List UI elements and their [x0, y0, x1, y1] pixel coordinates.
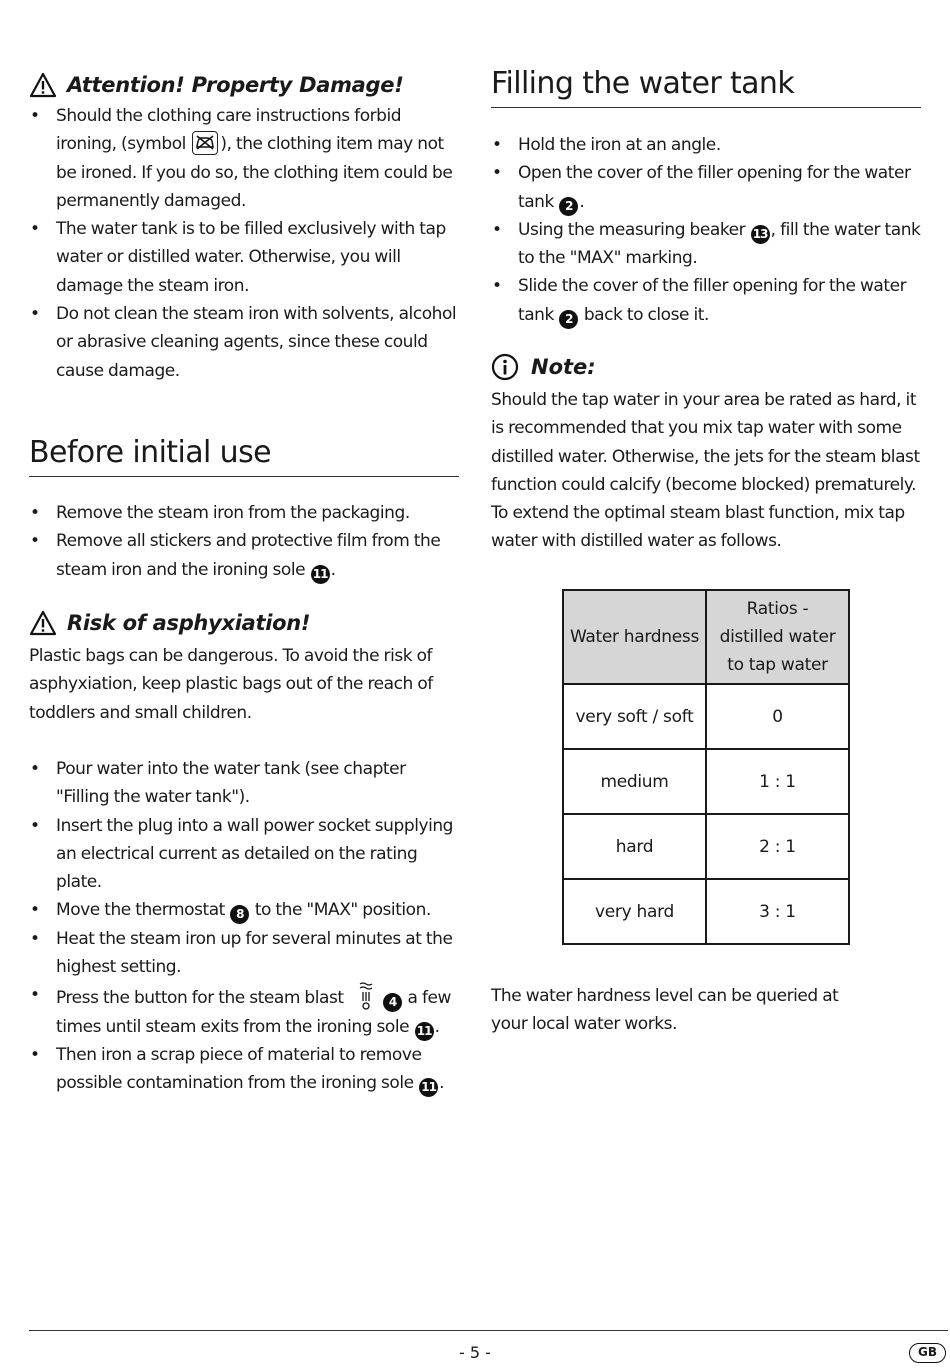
part-number-badge: 13 [751, 225, 770, 244]
list-item: • Hold the iron at an angle. [491, 131, 921, 159]
list-item: • Do not clean the steam iron with solvents, alcohol or abrasive cleaning agents, since these could cause damage. [29, 300, 459, 385]
table-header-ratio: Ratios - distilled water to tap water [706, 590, 849, 684]
list-item: • Slide the cover of the filler opening for the water tank 2 back to close it. [491, 272, 921, 329]
part-number-badge: 4 [383, 993, 402, 1012]
table-row [563, 879, 849, 944]
list-item: • Heat the steam iron up for several minutes at the highest setting. [29, 925, 459, 982]
page-number: - 5 - [459, 1343, 491, 1362]
list-item: • Using the measuring beaker 13 , fill the water tank to the "MAX" marking. [491, 216, 921, 273]
list-item: • Then iron a scrap piece of material to remove possible contamination from the ironing sole 11 . [29, 1041, 459, 1098]
section-heading-before-initial-use: Before initial use [29, 434, 459, 477]
list-item: • Move the thermostat 8 to the "MAX" position. [29, 896, 459, 924]
language-badge: GB [909, 1343, 946, 1363]
risk-text: Plastic bags can be dangerous. To avoid the risk of asphyxiation, keep plastic bags out of the reach of toddlers and small children. [29, 646, 433, 723]
list-item: • Remove all stickers and protective film from the steam iron and the ironing sole 11 . [29, 527, 459, 584]
table-cell: 3 : 1 [706, 879, 849, 944]
list-item: • Open the cover of the filler opening for the water tank 2 . [491, 159, 921, 216]
list-item: • Insert the plug into a wall power socket supplying an electrical current as detailed on the rating plate. [29, 812, 459, 897]
table-cell: medium [563, 749, 706, 814]
table-row [563, 749, 849, 814]
table-row [563, 684, 849, 749]
steam-blast-icon [356, 981, 376, 1011]
no-ironing-symbol-icon [192, 131, 218, 155]
warning-triangle-icon [29, 72, 57, 98]
risk-heading: Risk of asphyxiation! [29, 610, 310, 636]
part-number-badge: 8 [230, 905, 249, 924]
part-number-badge: 2 [559, 197, 578, 216]
part-number-badge: 2 [559, 310, 578, 329]
list-item: • Remove the steam iron from the packaging. [29, 499, 459, 527]
attention-heading: Attention! Property Damage! [29, 72, 403, 98]
table-cell: very hard [563, 879, 706, 944]
table-cell: very soft / soft [563, 684, 706, 749]
steps-list [29, 755, 459, 1098]
table-header-hardness: Water hardness [563, 590, 706, 684]
closing-text: The water hardness level can be queried at your local water works. [491, 986, 839, 1035]
note-paragraph-2: To extend the optimal steam blast function, mix tap water with distilled water as follows. [491, 503, 905, 552]
note-paragraph-1: Should the tap water in your area be rated as hard, it is recommended that you mix tap water with some distilled water. Otherwise, the jets for the steam blast function could calcify (become blocked) prematurely. [491, 390, 920, 495]
table-cell: 2 : 1 [706, 814, 849, 879]
before-use-list [29, 499, 459, 584]
list-item: • Press the button for the steam blast 4 a few times until steam exits from the ironing sole 11 . [29, 981, 459, 1041]
list-item: • Pour water into the water tank (see chapter "Filling the water tank"). [29, 755, 459, 812]
attention-list [29, 102, 459, 385]
part-number-badge: 11 [415, 1022, 434, 1041]
note-heading: Note: [491, 353, 596, 381]
section-heading-filling-water-tank: Filling the water tank [491, 65, 921, 108]
table-header-row [563, 590, 849, 684]
table-row [563, 814, 849, 879]
part-number-badge: 11 [419, 1078, 438, 1097]
table-cell: hard [563, 814, 706, 879]
water-hardness-table [562, 589, 850, 945]
list-item: • The water tank is to be filled exclusively with tap water or distilled water. Otherwise, you will damage the steam iron. [29, 215, 459, 300]
info-circle-icon [491, 353, 519, 381]
list-item: • Should the clothing care instructions forbid ironing, (symbol ), the clothing item may not be ironed. If you do so, the clothing item could be permanently damaged. [29, 102, 459, 215]
warning-triangle-icon [29, 610, 57, 636]
part-number-badge: 11 [311, 565, 330, 584]
filling-list [491, 131, 921, 329]
table-cell: 1 : 1 [706, 749, 849, 814]
footer-divider [29, 1330, 948, 1331]
table-cell: 0 [706, 684, 849, 749]
